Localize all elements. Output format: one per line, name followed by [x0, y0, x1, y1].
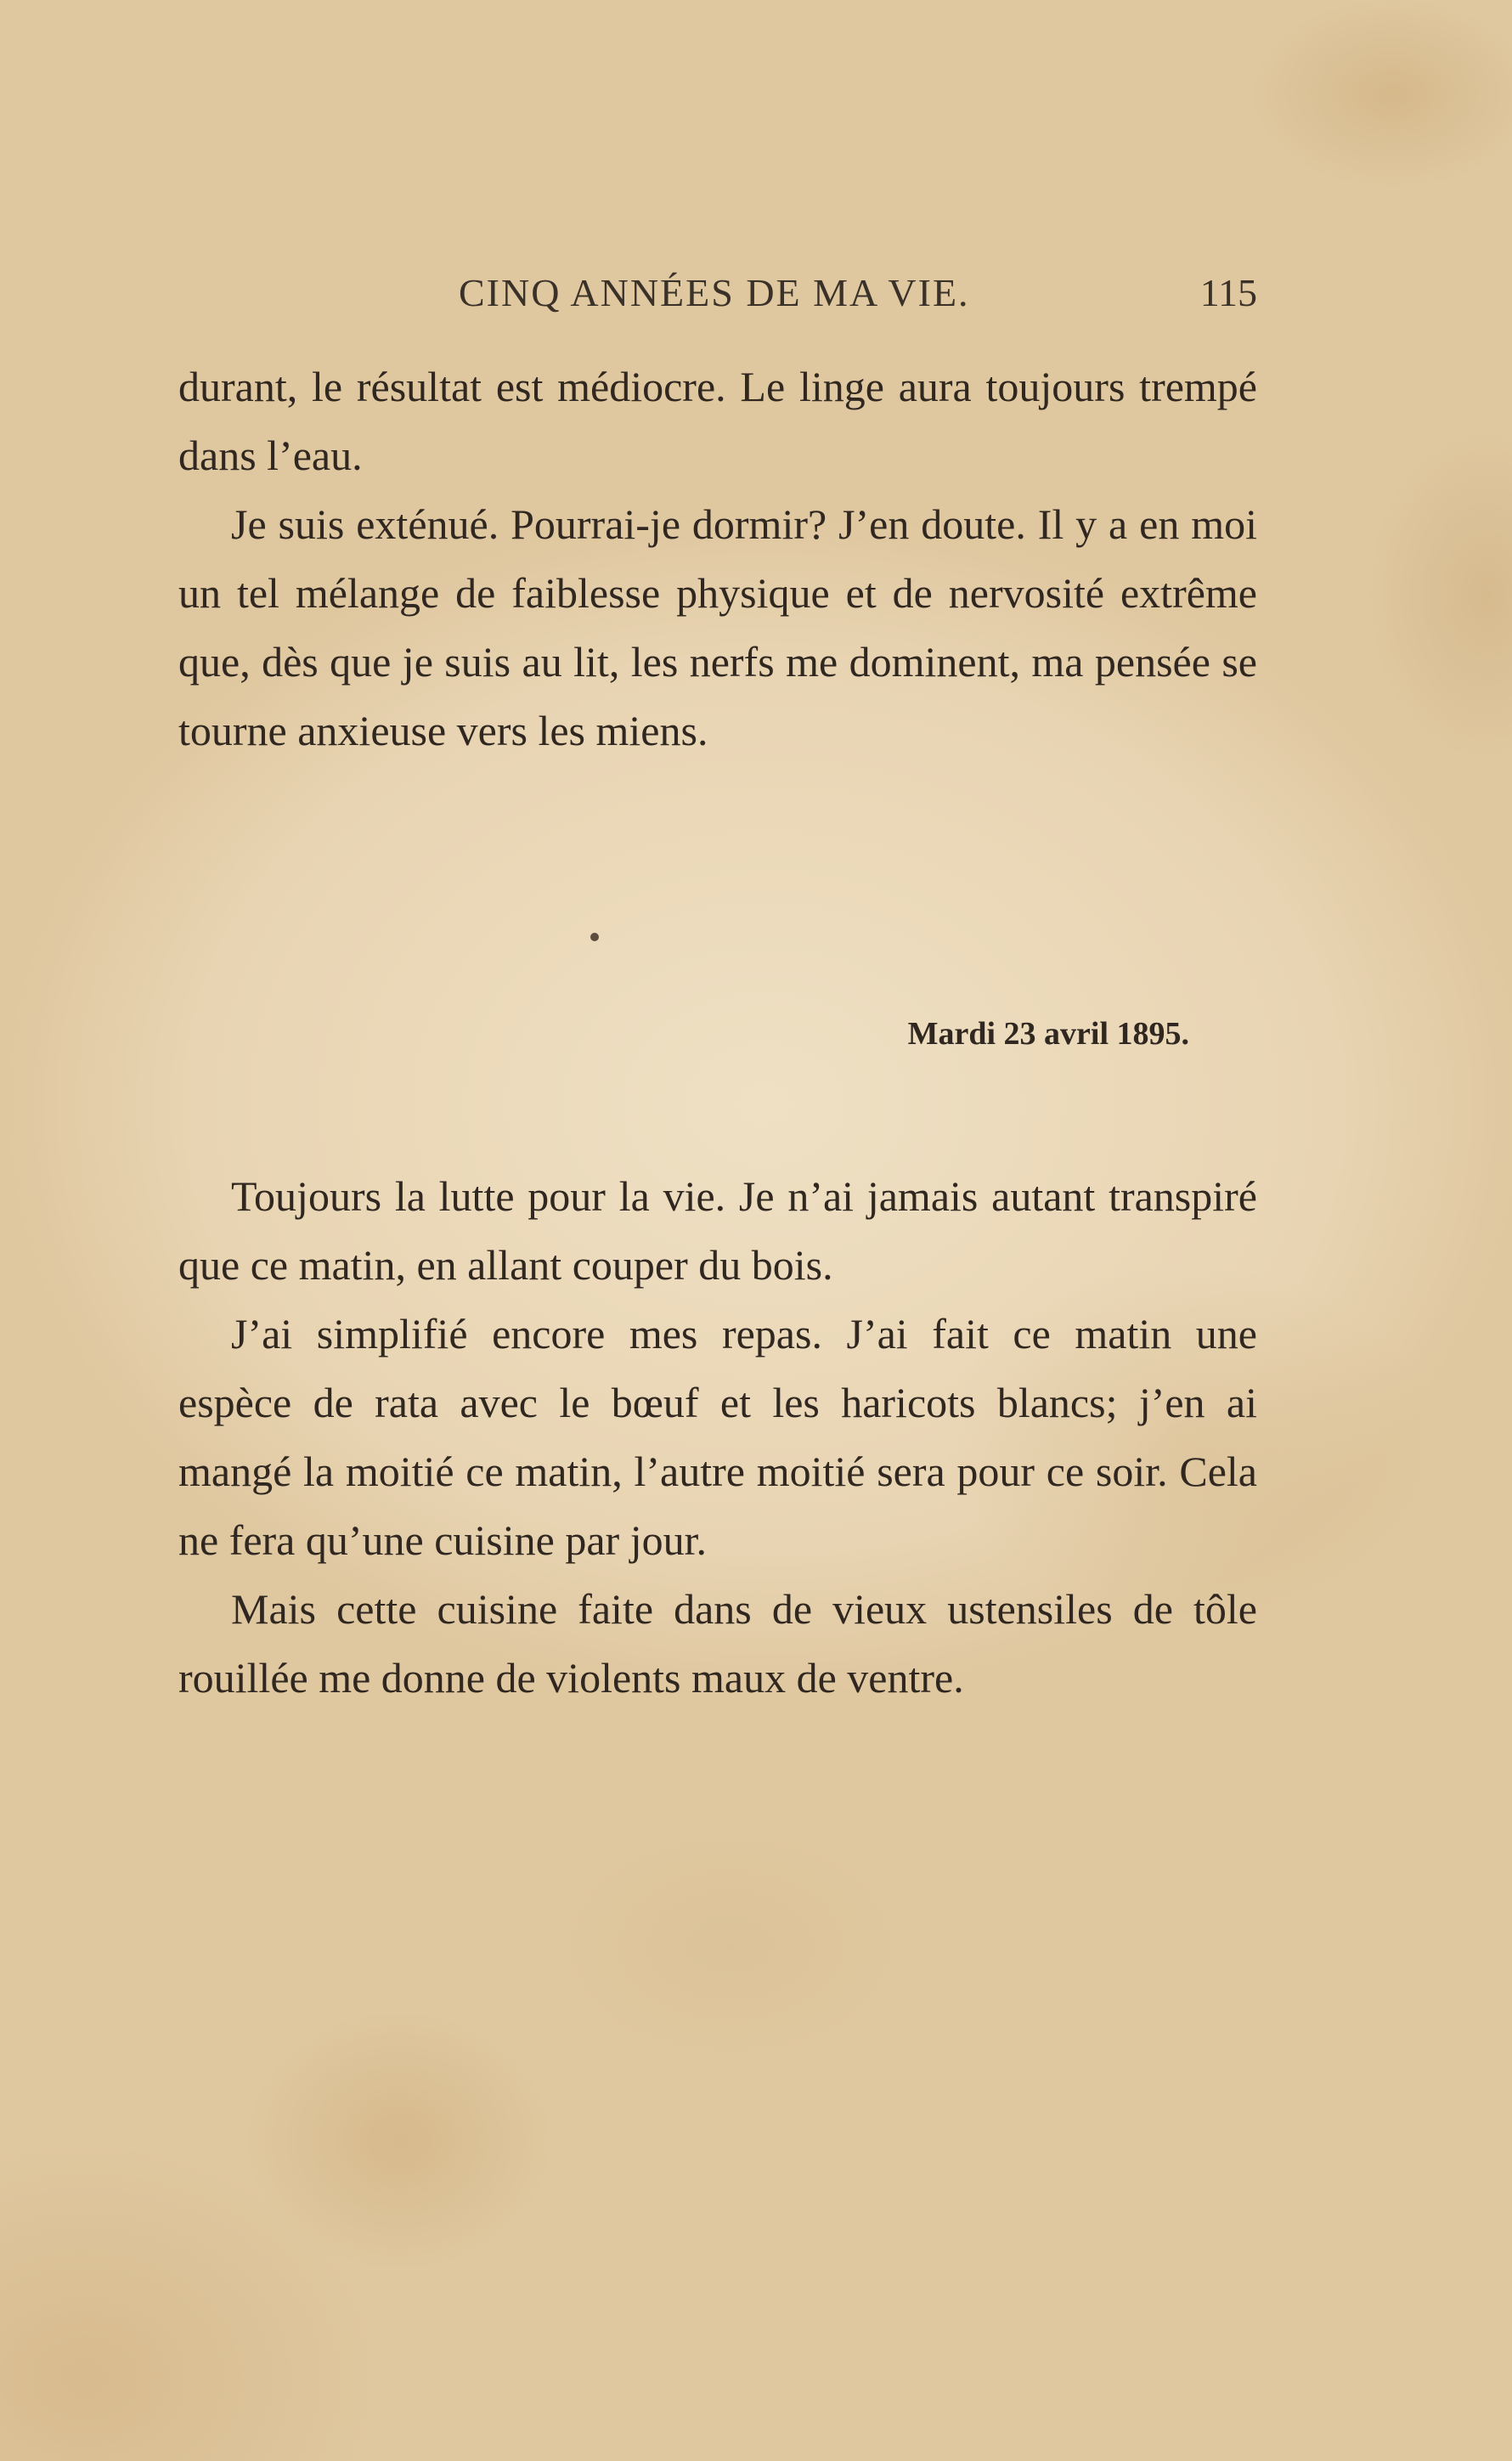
paragraph: Mais cette cuisine faite dans de vieux ustensiles de tôle rouillée me donne de violents maux de ventre.	[178, 1585, 1257, 1702]
page-header	[178, 270, 1257, 330]
paragraph: Toujours la lutte pour la vie. Je n’ai jamais autant transpiré que ce matin, en allant couper du bois.	[178, 1172, 1257, 1289]
entry-1-text	[178, 353, 1257, 765]
page-number: 115	[1199, 271, 1257, 314]
entry-date: Mardi 23 avril 1895.	[907, 1016, 1189, 1052]
paragraph: Je suis exténué. Pourrai-je dormir? J’en doute. Il y a en moi un tel mélange de faiblesse physique et de nervosité extrême que, dès que je suis au lit, les nerfs me dominent, ma pensée se tourne anxieuse vers les miens.	[178, 500, 1257, 754]
ink-speck	[590, 933, 599, 941]
running-title: CINQ ANNÉES DE MA VIE.	[459, 271, 970, 314]
entry-2-text	[178, 1162, 1257, 1713]
paragraph: J’ai simplifié encore mes repas. J’ai fait ce matin une espèce de rata avec le bœuf et les haricots blancs; j’en ai mangé la moitié ce matin, l’autre moitié sera pour ce soir. Cela ne fera qu’une cuisine par jour.	[178, 1310, 1257, 1564]
paragraph: durant, le résultat est médiocre. Le linge aura toujours trempé dans l’eau.	[178, 363, 1257, 479]
